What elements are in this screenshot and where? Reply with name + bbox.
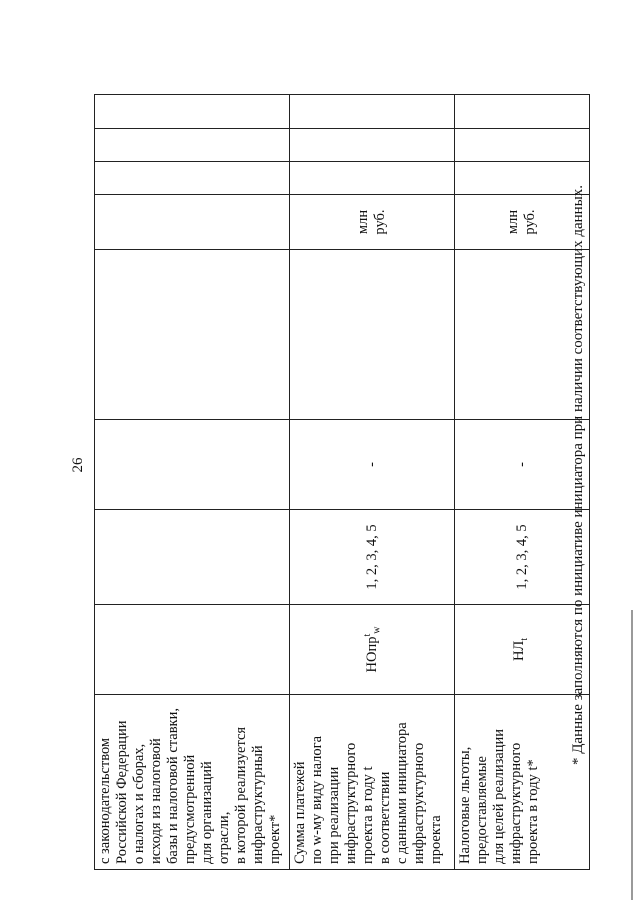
unit-cell: млн руб. <box>455 195 590 250</box>
empty-cell <box>290 162 455 195</box>
unit-cell <box>95 195 290 250</box>
empty-cell <box>290 129 455 162</box>
scan-edge-line <box>631 610 633 900</box>
symbol-subscript: w <box>371 626 383 634</box>
symbol-subscript: t <box>518 637 530 641</box>
page-number: 26 <box>70 457 86 473</box>
dash-cell: - <box>290 420 455 510</box>
symbol-cell <box>290 605 455 695</box>
empty-cell <box>290 250 455 420</box>
table-row <box>290 95 455 870</box>
description-cell: с законодательством Российской Федерации о налогах и сборах, исходя из налоговой базы и налоговой ставки, предусмотренной для организаций отрасли, в которой реализуется инфраструктурный проект* <box>95 695 290 870</box>
description-cell: Сумма платежей по w-му виду налога при реализации инфраструктурного проекта в году t в соответствии с данными инициатора инфраструктурного проекта <box>290 695 455 870</box>
description-cell: Налоговые льготы, предоставляемые для целей реализации инфраструктурного проекта в году t* <box>455 695 590 870</box>
symbol-cell <box>95 605 290 695</box>
unit-cell: млн руб. <box>290 195 455 250</box>
empty-cell <box>290 95 455 129</box>
empty-cell <box>95 95 290 129</box>
sections-cell: 1, 2, 3, 4, 5 <box>290 510 455 605</box>
sections-cell: 1, 2, 3, 4, 5 <box>455 510 590 605</box>
symbol-base: НЛ <box>511 640 528 662</box>
empty-cell <box>95 129 290 162</box>
empty-cell <box>95 250 290 420</box>
rotated-content <box>50 45 630 885</box>
empty-cell <box>95 162 290 195</box>
table-row <box>95 95 290 870</box>
dash-cell: - <box>455 420 590 510</box>
footnote: * Данные заполняются по инициативе инициатора при наличии соответствующих данных. <box>570 184 586 766</box>
symbol-base: НОпр <box>363 636 380 673</box>
dash-cell <box>95 420 290 510</box>
sections-cell <box>95 510 290 605</box>
symbol-superscript: t <box>361 633 373 637</box>
tax-table <box>94 94 590 870</box>
